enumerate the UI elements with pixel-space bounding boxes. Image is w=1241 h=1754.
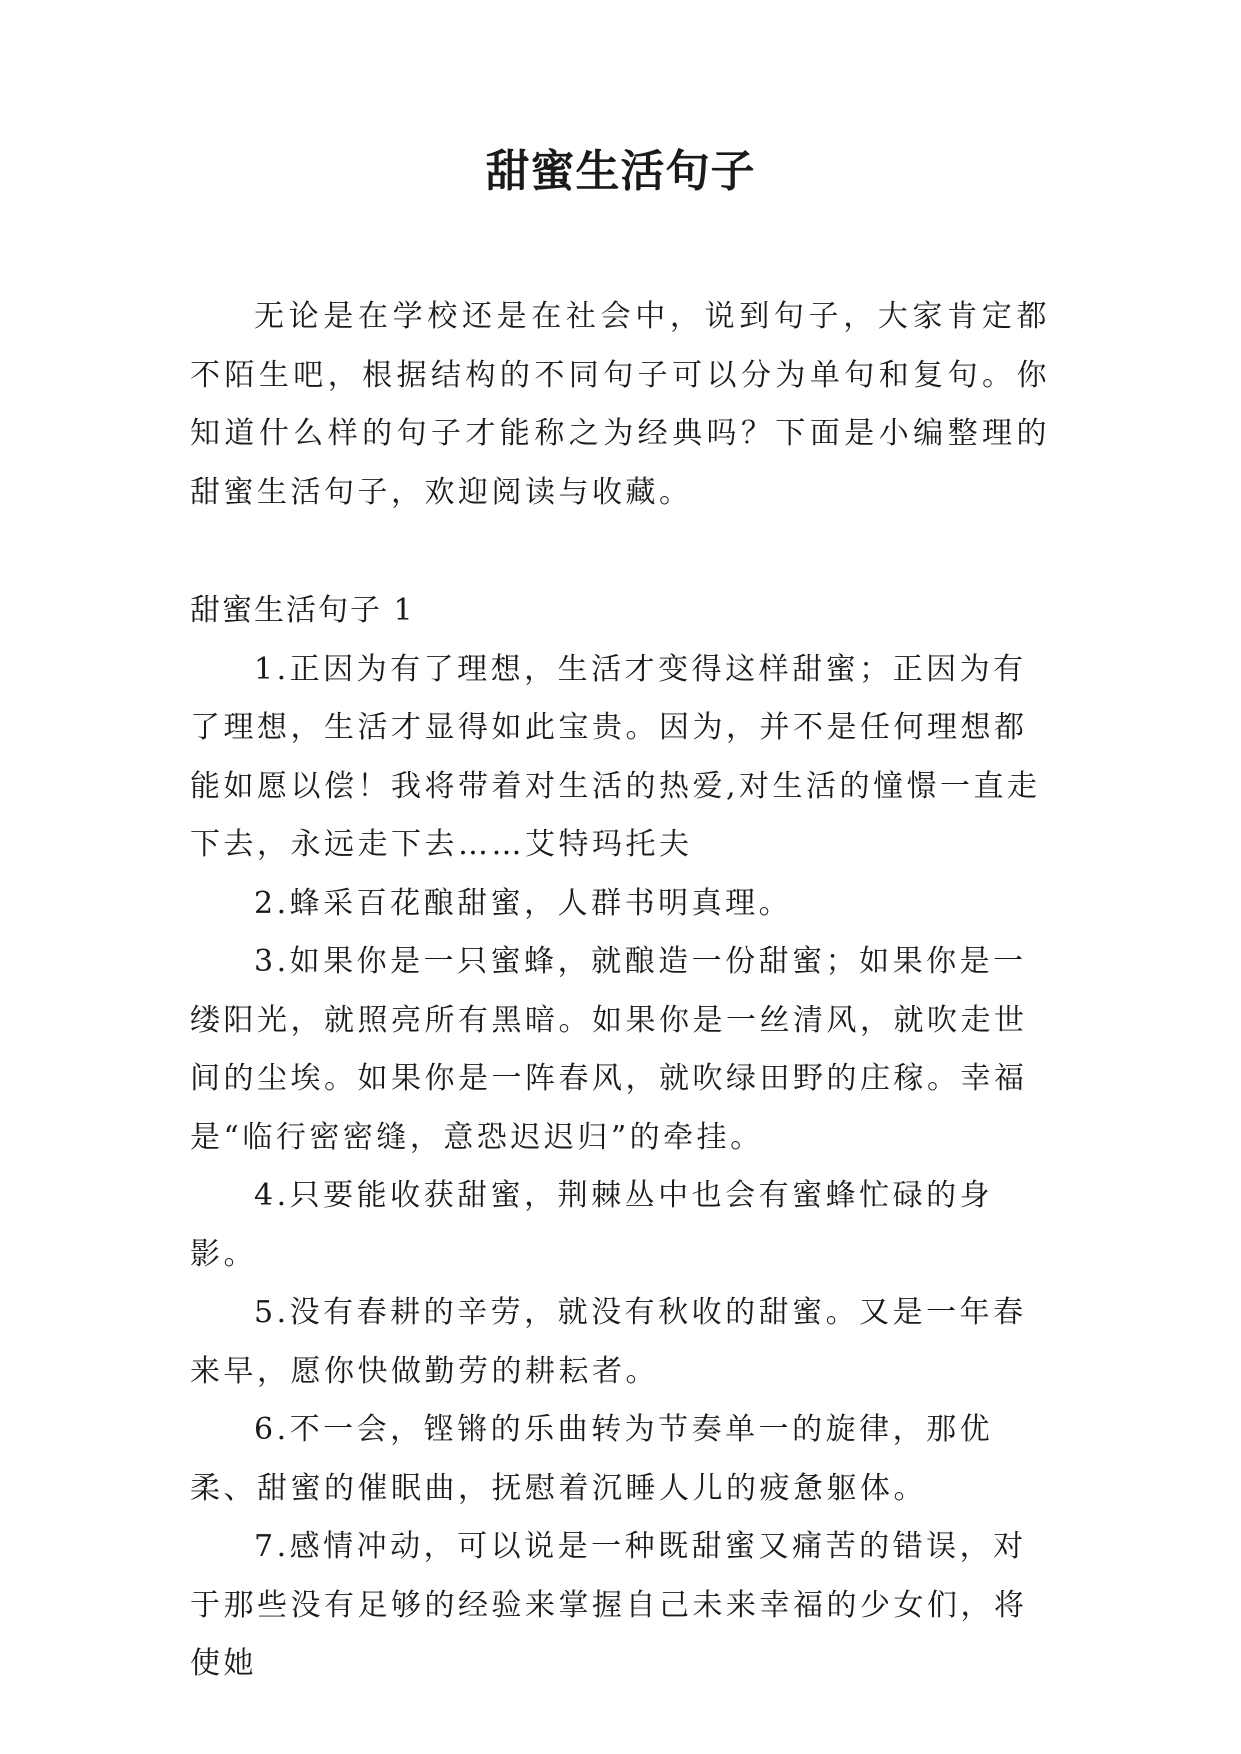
list-item: 6.不一会，铿锵的乐曲转为节奏单一的旋律，那优柔、甜蜜的催眠曲，抚慰着沉睡人儿的疲惫躯体。 [190,1412,994,1506]
list-item: 5.没有春耕的辛劳，就没有秋收的甜蜜。又是一年春来早，愿你快做勤劳的耕耘者。 [190,1295,1027,1389]
document-body [190,288,1050,1694]
list-item: 2.蜂采百花酿甜蜜，人群书明真理。 [254,885,793,921]
section-heading: 甜蜜生活句子 1 [190,593,415,628]
intro-paragraph: 无论是在学校还是在社会中，说到句子，大家肯定都不陌生吧，根据结构的不同句子可以分为单句和复句。你知道什么样的句子才能称之为经典吗？下面是小编整理的甜蜜生活句子，欢迎阅读与收藏。 [190,299,1050,510]
list-item: 3.如果你是一只蜜蜂，就酿造一份甜蜜；如果你是一缕阳光，就照亮所有黑暗。如果你是一丝清风，就吹走世间的尘埃。如果你是一阵春风，就吹绿田野的庄稼。幸福是“临行密密缝，意恐迟迟归”的牵挂。 [190,944,1028,1155]
list-item: 4.只要能收获甜蜜，荆棘丛中也会有蜜蜂忙碌的身影。 [190,1178,994,1272]
list-item: 7.感情冲动，可以说是一种既甜蜜又痛苦的错误，对于那些没有足够的经验来掌握自己未来幸福的少女们，将使她 [190,1529,1028,1681]
document-title: 甜蜜生活句子 [485,146,756,197]
list-item: 1.正因为有了理想，生活才变得这样甜蜜；正因为有了理想，生活才显得如此宝贵。因为，并不是任何理想都能如愿以偿！我将带着对生活的热爱,对生活的憧憬一直走下去，永远走下去……艾特玛托夫 [190,651,1041,862]
